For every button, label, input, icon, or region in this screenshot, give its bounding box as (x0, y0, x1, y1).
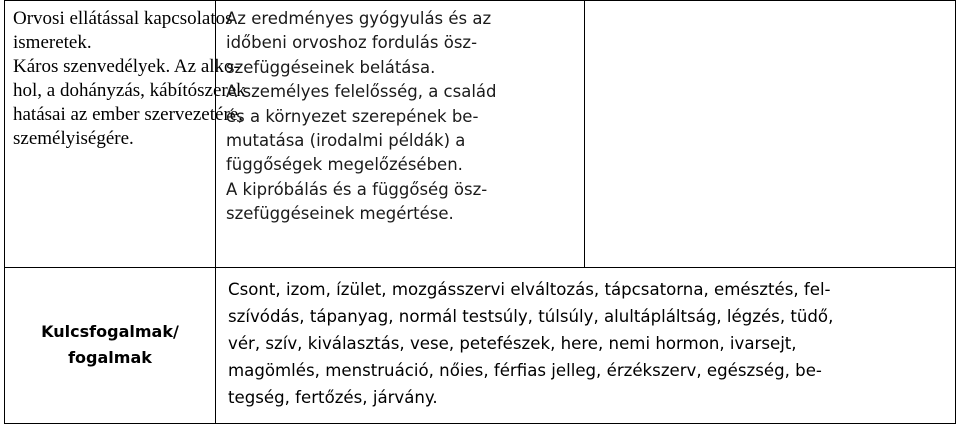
keywords-label: Kulcsfogalmak/ (41, 322, 179, 342)
curriculum-table (4, 0, 956, 424)
goal-line: függőségek megelőzésében. (226, 155, 463, 175)
topic-cell (5, 1, 246, 268)
keywords-line: szívódás, tápanyag, normál testsúly, túlsúly, alultápláltság, légzés, tüdő, (228, 306, 834, 326)
goal-line: szefüggéseinek megértése. (226, 204, 454, 224)
table-row (5, 267, 956, 423)
topic-line: hatásai az ember szervezetére, (13, 104, 243, 125)
keywords-line: Csont, izom, ízület, mozgásszervi elváltozás, tápcsatorna, emésztés, fel- (228, 279, 831, 299)
topic-line: személyiségére. (13, 128, 134, 149)
keywords-line: tegség, fertőzés, járvány. (228, 388, 438, 408)
topic-line: ismeretek. (13, 32, 92, 53)
empty-cell (585, 1, 956, 268)
keywords-line: magömlés, menstruáció, nőies, férfias jelleg, érzékszerv, egészség, be- (228, 361, 822, 381)
keywords-label-cell (5, 267, 216, 423)
goal-line: A kipróbálás és a függőség ösz- (226, 179, 488, 199)
topic-line: Káros szenvedélyek. Az alko- (13, 56, 240, 77)
goal-line: mutatása (irodalmi példák) a (226, 131, 466, 151)
goal-line: Az eredményes gyógyulás és az (226, 9, 492, 28)
goal-line: és a környezet szerepének be- (226, 106, 479, 126)
keywords-list-cell (216, 267, 956, 423)
keywords-label: fogalmak (68, 348, 152, 368)
keywords-line: vér, szív, kiválasztás, vese, petefészek, here, nemi hormon, ivarsejt, (228, 334, 797, 354)
goal-line: időbeni orvoshoz fordulás ösz- (226, 33, 478, 53)
table-row (5, 1, 956, 268)
goal-line: szefüggéseinek belátása. (226, 57, 436, 77)
goal-line: A személyes felelősség, a család (226, 82, 497, 102)
goals-cell (216, 1, 585, 268)
topic-line: hol, a dohányzás, kábítószerek (13, 80, 246, 101)
topic-line: Orvosi ellátással kapcsolatos (13, 8, 233, 29)
